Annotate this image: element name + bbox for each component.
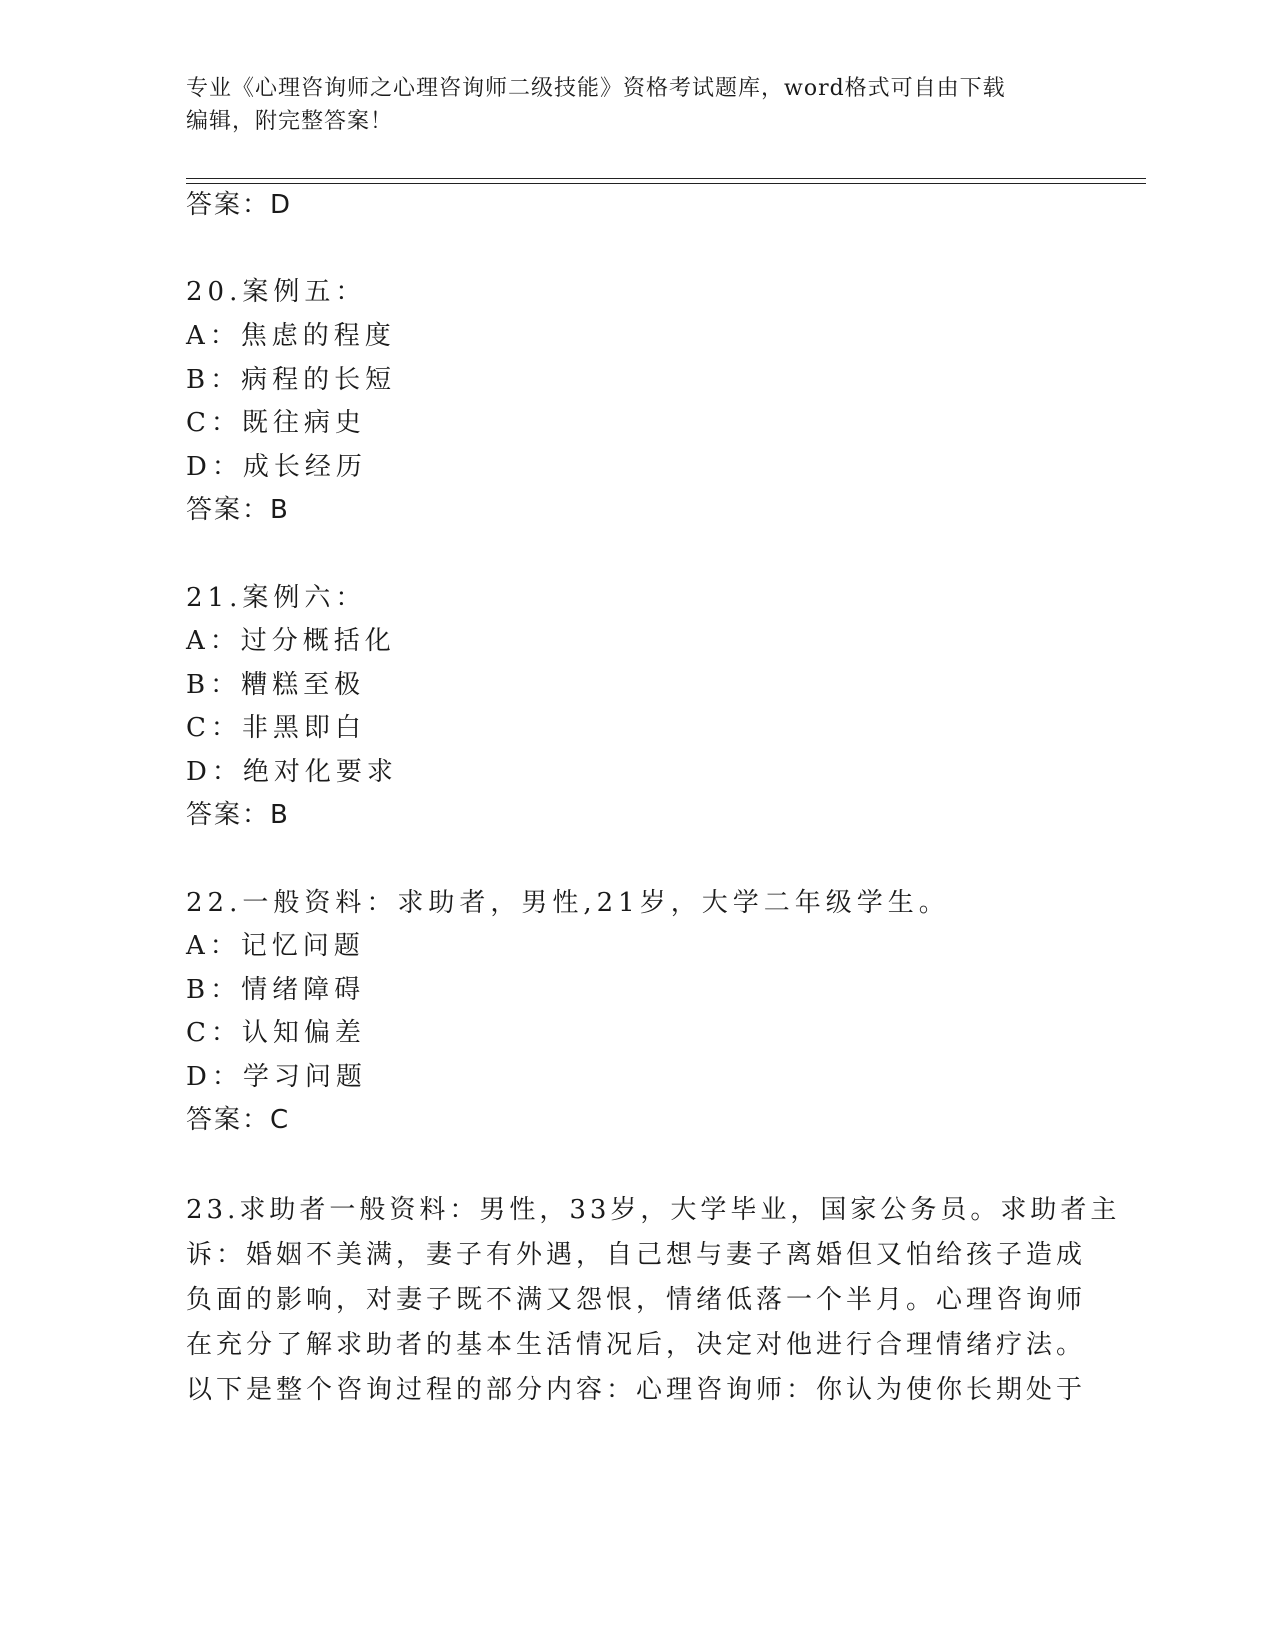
header-divider-top xyxy=(186,178,1146,179)
question-21-option-a: A：过分概括化 xyxy=(186,626,396,656)
question-21-option-d: D：绝对化要求 xyxy=(186,757,398,787)
answer-21: 答案：B xyxy=(186,800,290,830)
question-22-option-d: D：学习问题 xyxy=(186,1062,367,1092)
question-22-title: 22.一般资料：求助者，男性,21岁，大学二年级学生。 xyxy=(186,888,950,918)
question-20-option-c: C：既往病史 xyxy=(186,408,366,438)
question-23-line-1: 23.求助者一般资料：男性，33岁，大学毕业，国家公务员。求助者主 xyxy=(186,1195,1121,1225)
question-23-line-3: 负面的影响，对妻子既不满又怨恨，情绪低落一个半月。心理咨询师 xyxy=(186,1285,1087,1315)
question-21-title: 21.案例六： xyxy=(186,583,367,613)
question-23-line-2: 诉：婚姻不美满，妻子有外遇，自己想与妻子离婚但又怕给孩子造成 xyxy=(186,1240,1087,1270)
question-23-line-5: 以下是整个咨询过程的部分内容：心理咨询师：你认为使你长期处于 xyxy=(186,1375,1087,1405)
answer-19: 答案：D xyxy=(186,190,293,220)
question-20-title: 20.案例五： xyxy=(186,277,367,307)
question-20-option-d: D：成长经历 xyxy=(186,452,367,482)
header-divider-bottom xyxy=(186,183,1146,184)
question-21-option-b: B：糟糕至极 xyxy=(186,670,366,700)
question-22-option-b: B：情绪障碍 xyxy=(186,975,366,1005)
header-line-2: 编辑，附完整答案！ xyxy=(186,109,394,134)
answer-22: 答案：C xyxy=(186,1105,291,1135)
question-23-line-4: 在充分了解求助者的基本生活情况后，决定对他进行合理情绪疗法。 xyxy=(186,1330,1087,1360)
question-22-option-c: C：认知偏差 xyxy=(186,1018,366,1048)
document-header xyxy=(186,72,1066,138)
header-line-1: 专业《心理咨询师之心理咨询师二级技能》资格考试题库，word格式可自由下载 xyxy=(186,76,1006,101)
question-23-text xyxy=(186,1188,1121,1413)
question-22-option-a: A：记忆问题 xyxy=(186,931,365,961)
question-20-option-b: B：病程的长短 xyxy=(186,365,397,395)
answer-20: 答案：B xyxy=(186,495,290,525)
question-21-option-c: C：非黑即白 xyxy=(186,713,366,743)
question-20-option-a: A：焦虑的程度 xyxy=(186,321,396,351)
